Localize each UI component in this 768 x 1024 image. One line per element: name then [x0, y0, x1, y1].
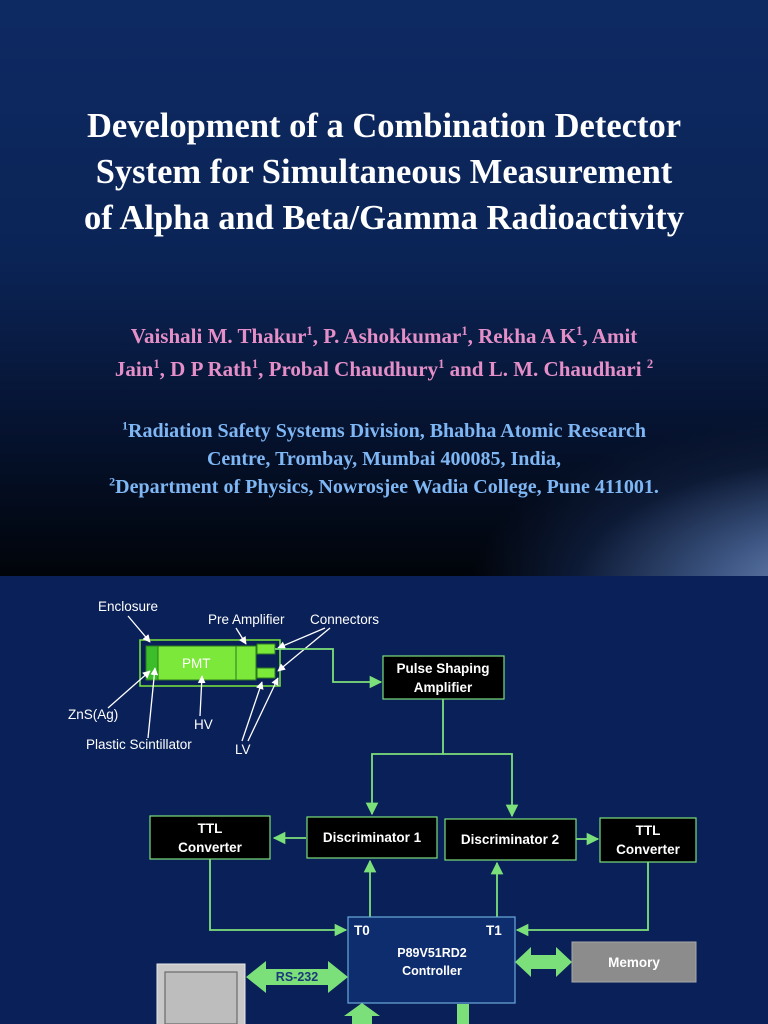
controller-memory-link [515, 947, 572, 977]
connector-top [257, 644, 275, 654]
controller-output-bar [457, 1004, 469, 1024]
affiliation-line-2: Centre, Trombay, Mumbai 400085, India, [206, 448, 562, 470]
zns-label: ZnS(Ag) [68, 707, 119, 722]
pre-amplifier [236, 646, 256, 680]
title-line-3: of Alpha and Beta/Gamma Radioactivity [84, 199, 684, 237]
pre-amplifier-pointer [236, 628, 246, 644]
monitor-screen [165, 972, 237, 1024]
rs232-label: RS-232 [275, 970, 319, 984]
ttl-right-label-1: TTL [635, 823, 661, 838]
slide-title [10, 103, 758, 241]
discriminator-2-label: Discriminator 2 [460, 832, 560, 847]
block-diagram [0, 576, 768, 1024]
ttl-left-label-1: TTL [197, 821, 223, 836]
lv-label: LV [235, 742, 251, 757]
hv-label: HV [194, 717, 213, 732]
plastic-scintillator-label: Plastic Scintillator [86, 737, 192, 752]
enclosure-label: Enclosure [98, 599, 159, 614]
title-line-2: System for Simultaneous Measurement [95, 153, 673, 191]
controller-label-1: P89V51RD2 [397, 946, 467, 960]
detector-to-amplifier-wire [275, 649, 381, 682]
zns-pointer [108, 671, 150, 708]
ttl-left-to-t0-wire [210, 859, 346, 930]
enclosure-pointer [128, 616, 150, 642]
amplifier-to-disc2-wire [443, 754, 512, 816]
t0-label: T0 [354, 923, 370, 938]
ttl-left-label-2: Converter [178, 840, 242, 855]
ttl-right-label-2: Converter [616, 842, 680, 857]
connectors-label: Connectors [310, 612, 380, 627]
connector-bottom [257, 668, 275, 678]
block-diagram-slide [0, 576, 768, 1024]
affiliations [10, 417, 758, 501]
zns-scintillator [146, 646, 158, 680]
affiliation-line-3: $^2$Department of Physics, Nowrosjee Wadia College, Pune 411001. [109, 474, 659, 498]
t1-label: T1 [486, 923, 502, 938]
memory-label: Memory [608, 955, 660, 970]
pulse-shaping-label-2: Amplifier [413, 680, 473, 695]
pmt-label: PMT [182, 656, 211, 671]
author-line-2: Jain$^1$, D P Rath$^1$, Probal Chaudhury$^1$ and L. M. Chaudhari $^2$ [114, 357, 654, 381]
hv-pointer [200, 676, 202, 716]
detector-assembly [140, 640, 280, 686]
title-line-1: Development of a Combination Detector [86, 107, 682, 145]
discriminator-1-label: Discriminator 1 [322, 830, 422, 845]
ttl-right-to-t1-wire [517, 862, 648, 930]
pre-amplifier-label: Pre Amplifier [208, 612, 285, 627]
author-line-1: Vaishali M. Thakur$^1$, P. Ashokkumar$^1$, Rekha A $K^1$, Amit [130, 324, 638, 348]
pulse-shaping-label-1: Pulse Shaping [396, 661, 490, 676]
controller-label-2: Controller [402, 964, 462, 978]
affiliation-line-1: $^1$Radiation Safety Systems Division, Bhabha Atomic Research [122, 418, 646, 442]
author-list [10, 320, 758, 386]
amplifier-to-disc1-wire [372, 699, 443, 814]
controller-input-arrow [344, 1003, 380, 1024]
